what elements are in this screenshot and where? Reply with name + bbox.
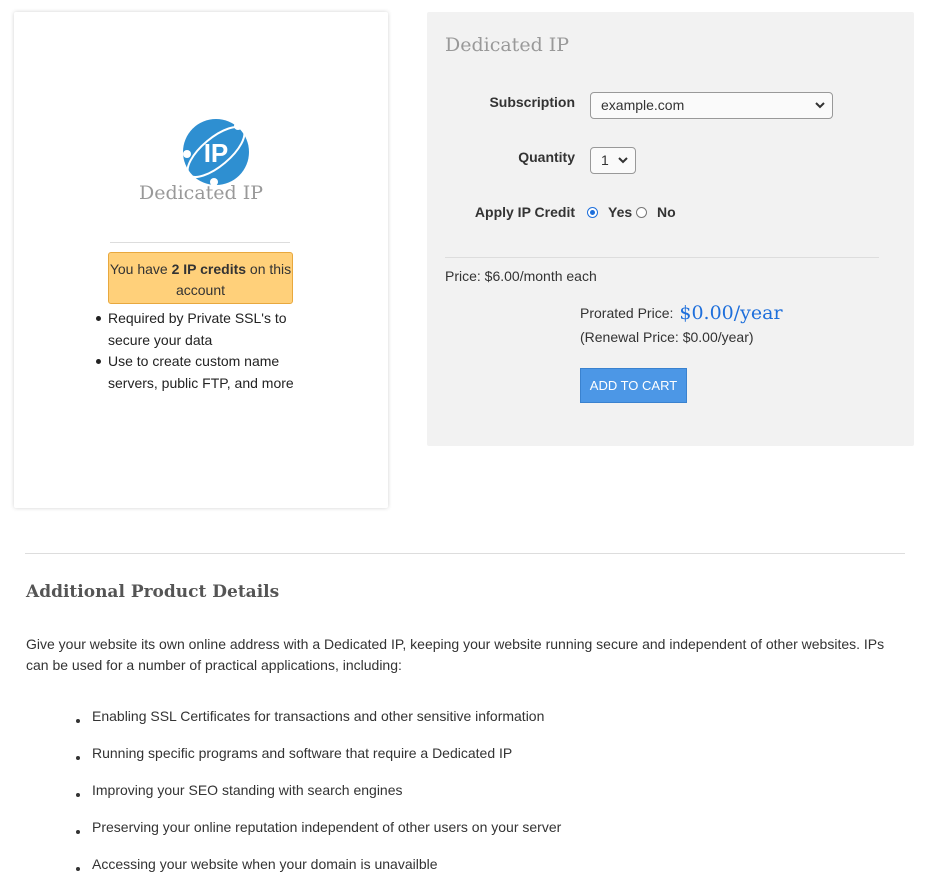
section-divider — [25, 553, 905, 554]
subscription-value: example.com — [601, 97, 685, 113]
apply-credit-yes[interactable] — [587, 204, 632, 220]
quantity-select[interactable] — [590, 147, 636, 174]
subscription-label: Subscription — [489, 94, 575, 110]
chevron-down-icon — [814, 99, 826, 111]
ip-credits-notice — [108, 252, 293, 304]
list-item: Improving your SEO standing with search engines — [92, 779, 561, 816]
divider — [445, 257, 879, 258]
feature-item: Use to create custom name servers, public FTP, and more — [108, 351, 298, 394]
prorated-price — [580, 302, 783, 324]
uses-list — [92, 705, 561, 890]
price-each: Price: $6.00/month each — [445, 268, 597, 284]
product-card — [14, 12, 388, 508]
purchase-panel — [427, 12, 914, 446]
credits-suffix: on this account — [175, 261, 292, 298]
divider — [110, 242, 290, 243]
quantity-label: Quantity — [518, 149, 575, 165]
panel-title: Dedicated IP — [445, 34, 570, 56]
apply-credit-no[interactable] — [636, 204, 676, 220]
logo-text: IP — [203, 138, 229, 168]
radio-no[interactable] — [636, 207, 647, 218]
details-heading: Additional Product Details — [26, 582, 280, 602]
list-item: Running specific programs and software that require a Dedicated IP — [92, 742, 561, 779]
details-intro: Give your website its own online address with a Dedicated IP, keeping your website running secure and independent of other websites. IPs can be used for a number of practical applications, including: — [26, 636, 885, 673]
list-item: Accessing your website when your domain is unavailble — [92, 853, 561, 890]
renewal-price: (Renewal Price: $0.00/year) — [580, 329, 754, 345]
chevron-down-icon — [617, 154, 629, 166]
quantity-value: 1 — [601, 152, 609, 168]
dedicated-ip-logo-icon — [180, 116, 252, 188]
product-title: Dedicated IP — [138, 182, 264, 204]
feature-list — [108, 308, 298, 394]
radio-no-label: No — [657, 204, 676, 220]
list-item: Preserving your online reputation independent of other users on your server — [92, 816, 561, 853]
radio-yes-label: Yes — [608, 204, 633, 220]
feature-item: Required by Private SSL's to secure your data — [108, 308, 298, 351]
credits-count: 2 IP credits — [171, 261, 247, 277]
radio-yes[interactable] — [587, 207, 598, 218]
list-item: Enabling SSL Certificates for transactions and other sensitive information — [92, 705, 561, 742]
add-to-cart-button[interactable]: ADD TO CART — [580, 368, 687, 403]
prorated-label: Prorated Price: — [580, 305, 674, 321]
apply-credit-label: Apply IP Credit — [474, 204, 575, 220]
credits-prefix: You have — [109, 261, 172, 277]
subscription-select[interactable] — [590, 92, 833, 119]
prorated-value: $0.00/year — [679, 302, 783, 324]
